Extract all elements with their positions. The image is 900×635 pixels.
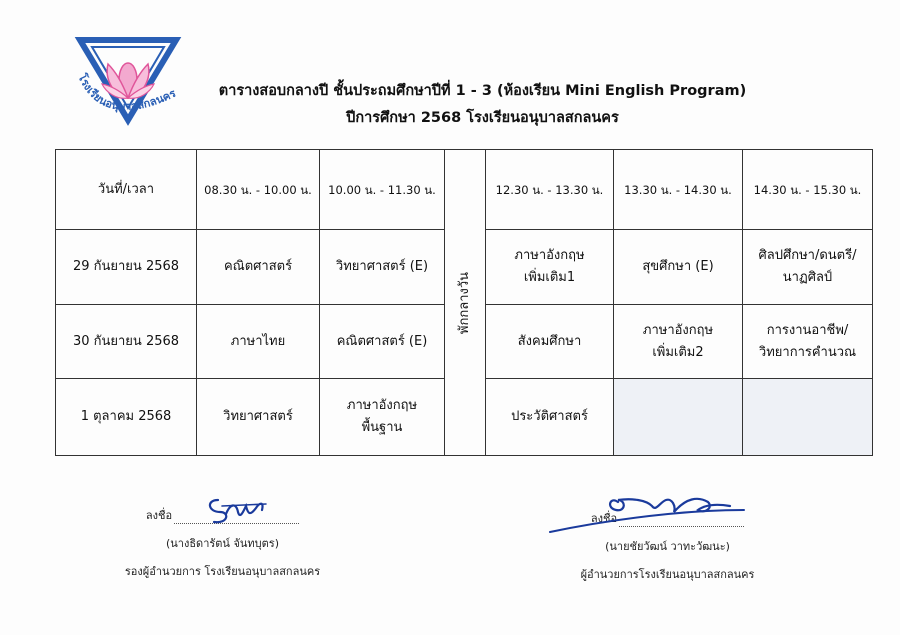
signature-label: ลงชื่อ: [590, 512, 618, 525]
cell-subject: คณิตศาสตร์ (E): [320, 305, 445, 379]
cell-subject-line: ภาษาอังกฤษ: [346, 398, 418, 413]
cell-subject-line: เพิ่มเติม2: [652, 344, 704, 360]
cell-subject: วิทยาศาสตร์: [197, 379, 320, 456]
document-title: [195, 78, 770, 132]
cell-subject: ประวัติศาสตร์: [486, 379, 614, 456]
header-slot-5: 14.30 น. - 15.30 น.: [743, 150, 873, 230]
table-header-row: [56, 150, 873, 230]
header-slot-1: 08.30 น. - 10.00 น.: [197, 150, 320, 230]
cell-subject-line: นาฏศิลป์: [782, 270, 833, 285]
handwritten-signature-left: [200, 492, 270, 528]
cell-subject: คณิตศาสตร์: [197, 230, 320, 305]
title-line-2: ปีการศึกษา 2568 โรงเรียนอนุบาลสกลนคร: [346, 110, 619, 126]
title-line-1: ตารางสอบกลางปี ชั้นประถมศึกษาปีที่ 1 - 3 (ห้องเรียน Mini English Program): [218, 83, 747, 99]
cell-subject: [743, 230, 873, 305]
cell-subject-line: พื้นฐาน: [361, 420, 403, 435]
row-date: 29 กันยายน 2568: [56, 230, 197, 305]
signatory-name: (นายชัยวัฒน์ วาทะวัฒนะ): [605, 540, 730, 553]
empty-cell: [743, 379, 873, 456]
lunch-break-cell: [445, 150, 486, 456]
signatory-name: (นางธิดารัตน์ จันทบุตร): [165, 537, 279, 550]
row-date: 30 กันยายน 2568: [56, 305, 197, 379]
cell-subject-line: ภาษาอังกฤษ: [514, 248, 585, 263]
handwritten-signature-right: [548, 488, 748, 538]
cell-subject: สุขศึกษา (E): [614, 230, 743, 305]
cell-subject-line: วิทยาการคำนวณ: [758, 344, 857, 360]
cell-subject-line: ศิลปศึกษา/ดนตรี/: [758, 248, 857, 263]
row-date: 1 ตุลาคม 2568: [56, 379, 197, 456]
empty-cell: [614, 379, 743, 456]
header-day-time: วันที่/เวลา: [56, 150, 197, 230]
cell-subject: [486, 230, 614, 305]
signatory-position: ผู้อำนวยการโรงเรียนอนุบาลสกลนคร: [580, 568, 755, 581]
header-slot-2: 10.00 น. - 11.30 น.: [320, 150, 445, 230]
cell-subject-line: ภาษาอังกฤษ: [642, 322, 714, 338]
logo-text: โรงเรียนอนุบาลสกลนคร: [75, 71, 178, 114]
signature-label: ลงชื่อ: [145, 509, 173, 522]
header-slot-4: 13.30 น. - 14.30 น.: [614, 150, 743, 230]
exam-schedule-table: [55, 149, 873, 456]
cell-subject: [743, 305, 873, 379]
lunch-break-label: พักกลางวัน: [457, 271, 472, 334]
cell-subject: [614, 305, 743, 379]
signatory-position: รองผู้อำนวยการ โรงเรียนอนุบาลสกลนคร: [124, 565, 321, 578]
header-slot-3: 12.30 น. - 13.30 น.: [486, 150, 614, 230]
cell-subject-line: เพิ่มเติม1: [523, 270, 576, 285]
cell-subject-line: การงานอาชีพ/: [766, 322, 849, 338]
cell-subject: วิทยาศาสตร์ (E): [320, 230, 445, 305]
cell-subject: สังคมศึกษา: [486, 305, 614, 379]
school-logo-icon: [72, 36, 182, 126]
cell-subject: ภาษาไทย: [197, 305, 320, 379]
cell-subject: [320, 379, 445, 456]
